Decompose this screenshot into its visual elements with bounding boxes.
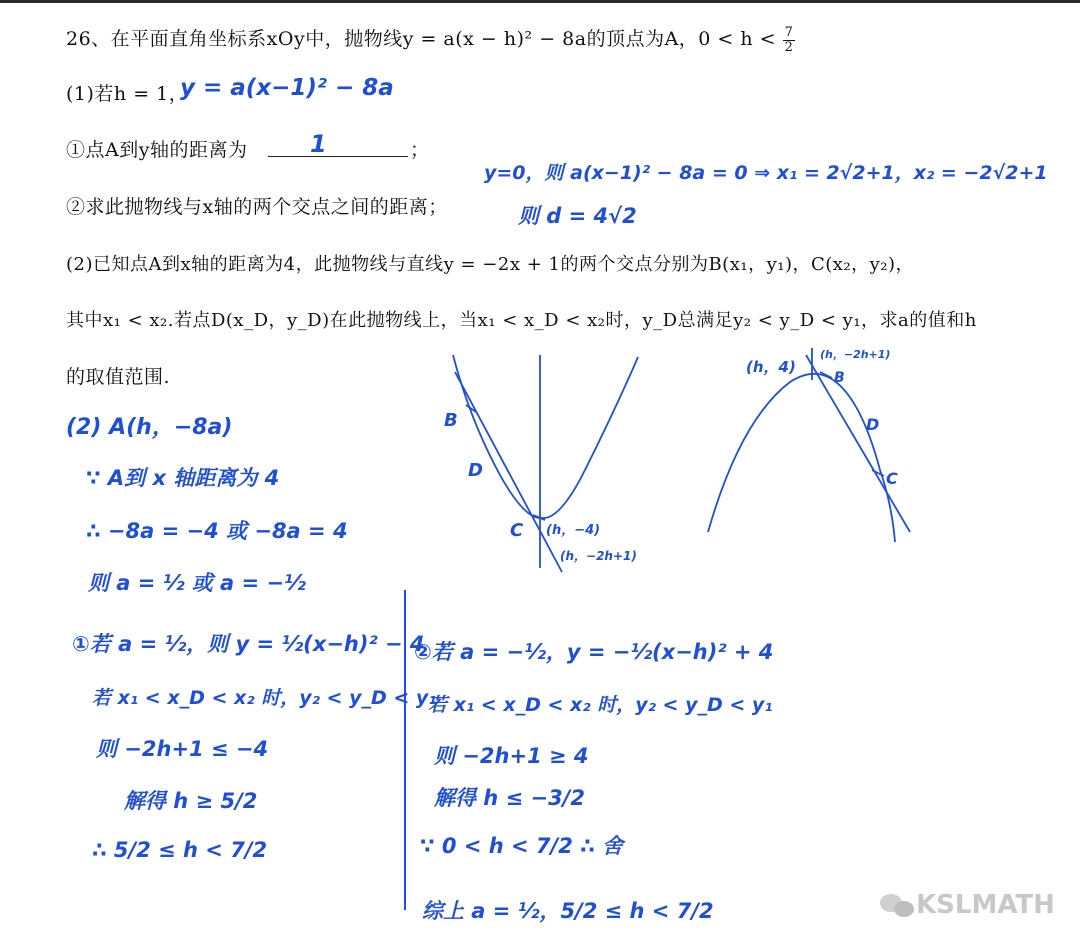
left-label-vertex: (h，−4) [546,523,601,538]
question-1: ①点A到y轴的距离为 [66,139,248,161]
hw-q1-answer: 1 [310,130,327,158]
hw-case2-line4: 解得 h ≤ −3/2 [434,786,585,810]
stem-fraction: $\frac{7}{2}$ [784,24,794,55]
right-point-C-tick [872,470,884,476]
hw-case2-line1: ②若 a = −½，y = −½(x−h)² + 4 [414,640,774,664]
right-label-B: B [834,370,845,386]
part2-line1: (2)已知点A到x轴的距离为4，此抛物线与直线y = −2x + 1的两个交点分别为B(x₁，y₁)，C(x₂，y₂)， [66,254,915,275]
hw-case2-line3: 则 −2h+1 ≥ 4 [434,744,589,768]
problem-stem: 26、在平面直角坐标系xOy中，抛物线y = a(x − h)² − 8a的顶点为A，0 < h < $\frac{7}{2}$ [66,24,794,55]
part2-line2: 其中x₁ < x₂.若点D(x_D，y_D)在此抛物线上，当x₁ < x_D < x₂时，y_D总满足y₂ < y_D < y₁，求a的值和h [66,310,977,331]
hw-case1-line5: ∴ 5/2 ≤ h < 7/2 [92,838,268,862]
hw-solution-2: ∴ −8a = −4 或 −8a = 4 [86,519,348,543]
hw-case1-line1: ①若 a = ½，则 y = ½(x−h)² − 4 [72,632,425,656]
hw-q2-line1: y=0，则 a(x−1)² − 8a = 0 ⇒ x₁ = 2√2+1，x₂ = −2√2+1 [484,162,1048,184]
hw-q2-line2: 则 d = 4√2 [518,204,637,228]
part1-label: (1)若h = 1， [66,83,189,105]
left-label-D: D [468,460,483,481]
question-1-end: ； [410,139,430,161]
left-label-C: C [510,520,524,541]
left-label-line-point: (h，−2h+1) [560,549,637,563]
right-label-C: C [886,469,898,488]
question-2: ②求此抛物线与x轴的两个交点之间的距离； [66,196,448,218]
hw-case2-line2: 若 x₁ < x_D < x₂ 时，y₂ < y_D < y₁ [428,694,773,716]
hw-case1-line3: 则 −2h+1 ≤ −4 [96,737,269,761]
right-straight-line [806,355,910,532]
right-label-line-point: (h，−2h+1) [820,348,891,361]
hw-final-answer: 综上 a = ½，5/2 ≤ h < 7/2 [422,899,714,923]
hw-case1-line4: 解得 h ≥ 5/2 [124,789,258,813]
right-graph [708,348,910,542]
watermark-chat-icon [880,894,914,917]
hw-case1-line2: 若 x₁ < x_D < x₂ 时，y₂ < y_D < y₁ [92,687,437,709]
left-parabola [453,355,638,518]
hw-solution-A: (2) A(h，−8a) [66,415,233,440]
hw-solution-1: ∵ A到 x 轴距离为 4 [86,466,280,490]
right-label-vertex: (h，4) [746,358,796,376]
hw-solution-3: 则 a = ½ 或 a = −½ [88,571,306,595]
hw-case2-line5: ∵ 0 < h < 7/2 ∴ 舍 [420,834,624,858]
left-label-B: B [444,410,458,431]
hw-p1-equation: y = a(x−1)² − 8a [180,75,394,101]
part2-line3: 的取值范围. [66,366,171,388]
right-label-D: D [866,415,880,434]
watermark-text: KSLMATH [916,890,1055,920]
